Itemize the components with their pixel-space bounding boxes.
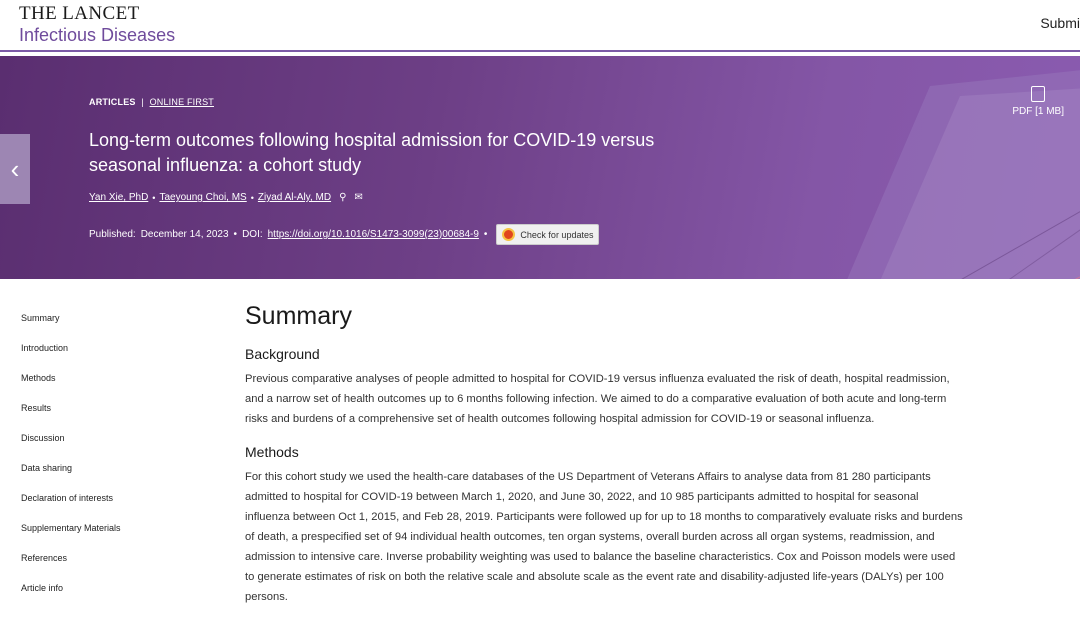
breadcrumb-separator: | xyxy=(141,97,144,107)
breadcrumb-type: ARTICLES xyxy=(89,97,136,107)
mail-icon[interactable]: ✉ xyxy=(354,192,363,203)
author-separator: • xyxy=(152,192,156,203)
published-label: Published: xyxy=(89,229,136,240)
author-separator: • xyxy=(250,192,254,203)
brand-bottom-text: Infectious Diseases xyxy=(19,25,176,45)
sidebar-item-discussion[interactable]: Discussion xyxy=(21,433,65,443)
check-for-updates-button[interactable] xyxy=(496,224,599,245)
sidebar-item-references[interactable]: References xyxy=(21,553,68,563)
methods-heading: Methods xyxy=(245,444,299,460)
previous-article-button[interactable] xyxy=(0,134,30,204)
check-for-updates-label: Check for updates xyxy=(520,229,594,240)
author-link[interactable]: Yan Xie, PhD xyxy=(89,192,149,203)
info-separator: • xyxy=(483,229,488,240)
sidebar-item-methods[interactable]: Methods xyxy=(21,373,56,383)
summary-heading: Summary xyxy=(245,302,352,330)
publication-info xyxy=(89,224,599,245)
doi-link[interactable]: https://doi.org/10.1016/S1473-3099(23)00684-9 xyxy=(267,229,479,240)
sidebar-item-declaration-of-interests[interactable]: Declaration of interests xyxy=(21,493,114,503)
author-link[interactable]: Ziyad Al-Aly, MD xyxy=(257,192,332,203)
journal-logo[interactable] xyxy=(19,4,175,44)
article-sidebar-nav xyxy=(21,308,131,598)
author-link[interactable]: Taeyoung Choi, MS xyxy=(159,192,247,203)
brand-top-text: THE LANCET xyxy=(19,3,140,24)
sidebar-item-introduction[interactable]: Introduction xyxy=(21,343,69,353)
sidebar-item-supplementary-materials[interactable]: Supplementary Materials xyxy=(21,523,121,533)
article-hero xyxy=(0,56,1080,279)
sidebar-item-article-info[interactable]: Article info xyxy=(21,583,64,593)
submit-link[interactable]: Submi xyxy=(1040,15,1080,31)
breadcrumb xyxy=(89,97,214,107)
breadcrumb-online-first[interactable]: ONLINE FIRST xyxy=(149,97,214,107)
person-icon[interactable]: ⚲ xyxy=(339,192,347,203)
article-main xyxy=(245,301,965,607)
article-title: Long-term outcomes following hospital admission for COVID-19 versus seasonal influenza: a cohort study xyxy=(89,130,655,175)
author-list xyxy=(89,192,363,203)
methods-paragraph: For this cohort study we used the health-care databases of the US Department of Veterans Affairs to analyse data from 81 280 participants admitted to hospital for COVID-19 between March 1, 2020, and June 30, 2022, and 10 985 participants admitted to hospital for seasonal influenza between Oct 1, 2015, and Feb 28, 2019. Participants were followed up for up to 18 months to comparatively evaluate risks and burdens of death, a prespecified set of 94 individual health outcomes, ten organ systems, overall burden across all organ systems, readmission, and admission to intensive care. Inverse probability weighting was used to balance the baseline characteristics. Cox and Poisson models were used to generate estimates of risk on both the relative scale and absolute scale as the event rate and disability-adjusted life-years (DALYs) per 100 persons. xyxy=(245,471,963,603)
published-date: December 14, 2023 xyxy=(140,229,229,240)
crossmark-icon xyxy=(502,228,515,241)
background-heading: Background xyxy=(245,346,320,362)
pdf-download-link[interactable] xyxy=(1012,86,1064,117)
background-paragraph: Previous comparative analyses of people admitted to hospital for COVID-19 versus influenza evaluated the risk of death, hospital readmission, and a narrow set of health outcomes up to 6 months following infection. We aimed to do a comparative evaluation of both acute and long-term risks and burdens of a comprehensive set of health outcomes following hospital admission for COVID-19 or seasonal influenza. xyxy=(245,373,950,425)
chevron-left-icon: ‹ xyxy=(10,153,20,184)
doi-label: DOI: xyxy=(242,229,263,240)
sidebar-item-summary[interactable]: Summary xyxy=(21,313,60,323)
info-separator: • xyxy=(233,229,238,240)
pdf-label: PDF [1 MB] xyxy=(1012,106,1064,117)
site-header xyxy=(0,0,1080,52)
pdf-icon xyxy=(1031,86,1045,102)
sidebar-item-data-sharing[interactable]: Data sharing xyxy=(21,463,73,473)
sidebar-item-results[interactable]: Results xyxy=(21,403,52,413)
